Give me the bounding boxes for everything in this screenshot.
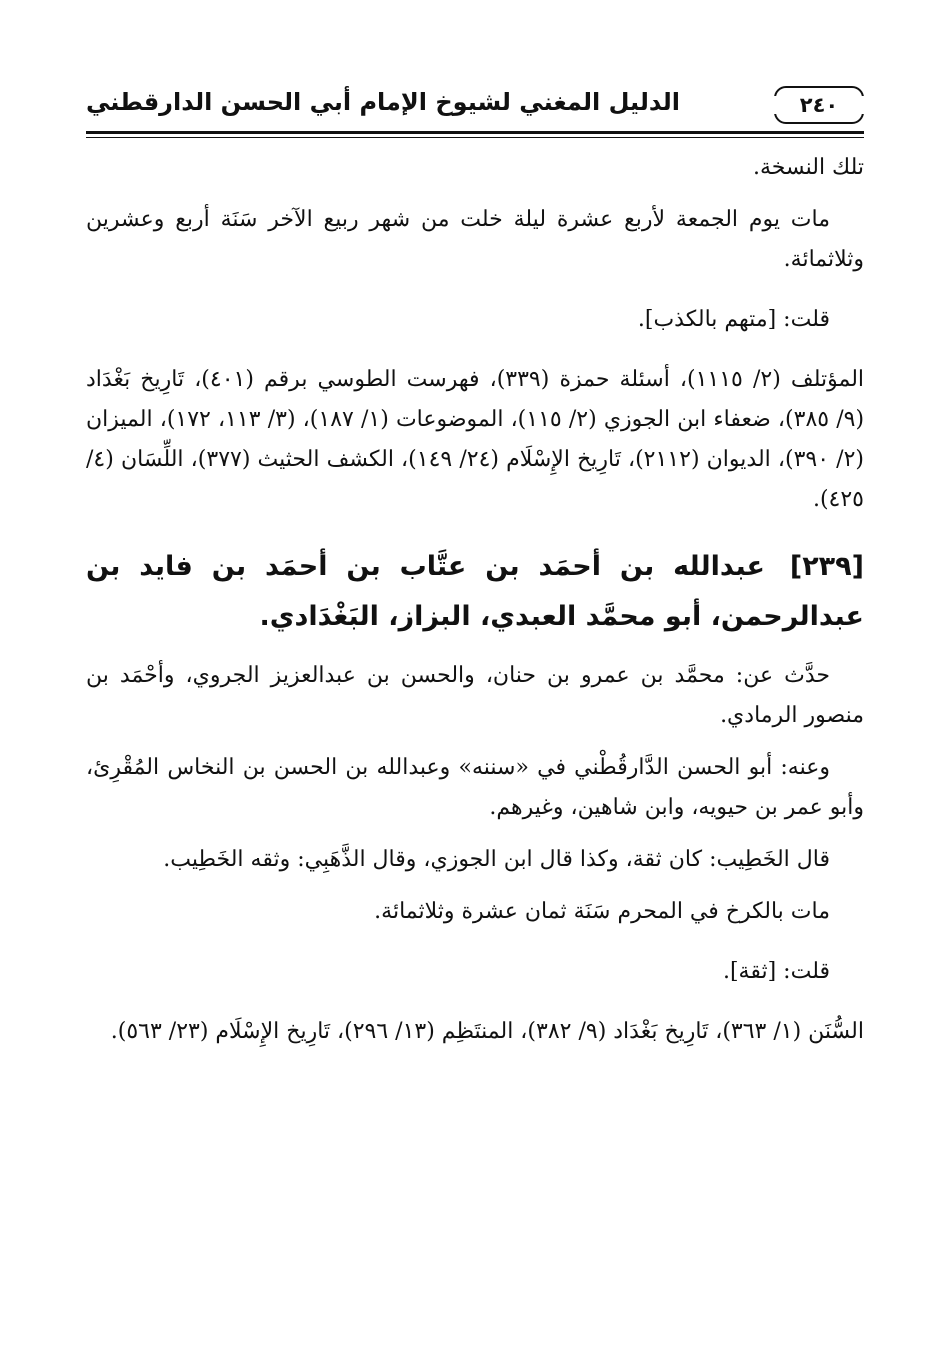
narrated-from: حدَّث عن: محمَّد بن عمرو بن حنان، والحسن بن عبدالعزيز الجروي، وأحْمَد بن منصور الرمادي. bbox=[86, 663, 864, 728]
continuation-text: تلك النسخة. bbox=[752, 155, 864, 180]
entry-heading bbox=[86, 542, 864, 642]
death-note-previous: مات يوم الجمعة لأربع عشرة ليلة خلت من شهر ربيع الآخر سَنَة أربع وعشرين وثلاثمائة. bbox=[86, 207, 864, 272]
entry-title: عبدالله بن أحمَد بن عتَّاب بن أحمَد بن فايد بن عبدالرحمن، أبو محمَّد العبدي، البزاز، البَغْدَادي. bbox=[86, 551, 864, 632]
page-number-frame bbox=[774, 86, 864, 124]
page-number: ٢٤٠ bbox=[799, 93, 839, 117]
sources-list: السُّنَن (١/ ٣٦٣)، تَارِيخ بَغْدَاد (٩/ ٣٨٢)، المنتَظِم (١٣/ ٢٩٦)، تَارِيخ الإِسْلَام (٢٣/ ٥٦٣). bbox=[110, 1019, 864, 1044]
header-rule bbox=[86, 131, 864, 134]
narrators-list: وعنه: أبو الحسن الدَّارقُطْني في «سننه» وعبدالله بن الحسن بن النخاس المُقْرِئ، وأبو عمر بن حيويه، وابن شاهين، وغيرهم. bbox=[86, 755, 864, 820]
verdict: قلت: [ثقة]. bbox=[722, 959, 830, 984]
page-body bbox=[86, 148, 864, 1052]
verdict-previous: قلت: [متهم بالكذب]. bbox=[637, 307, 830, 332]
entry-number: [٢٣٩] bbox=[789, 551, 864, 582]
running-header bbox=[86, 82, 864, 132]
khatib-opinion: قال الخَطِيب: كان ثقة، وكذا قال ابن الجوزي، وقال الذَّهَبِي: وثقه الخَطِيب. bbox=[163, 847, 830, 872]
sources-previous: المؤتلف (٢/ ١١١٥)، أسئلة حمزة (٣٣٩)، فهرست الطوسي برقم (٤٠١)، تَارِيخ بَغْدَاد (٩/ ٣٨٥)، ضعفاء ابن الجوزي (٢/ ١١٥)، الموضوعات (١/ ١٨٧)، (٣/ ١١٣، ١٧٢)، الميزان (٢/ ٣٩٠)، الديوان (٢١١٢)، تَارِيخ الإِسْلَام (٢٤/ ١٤٩)، الكشف الحثيث (٣٧٧)، اللِّسَان (٤/ ٤٢٥). bbox=[86, 367, 865, 512]
header-rule-thin bbox=[86, 137, 864, 138]
death-note: مات بالكرخ في المحرم سَنَة ثمان عشرة وثلاثمائة. bbox=[374, 899, 830, 924]
running-title: الدليل المغني لشيوخ الإمام أبي الحسن الدارقطني bbox=[86, 88, 680, 116]
